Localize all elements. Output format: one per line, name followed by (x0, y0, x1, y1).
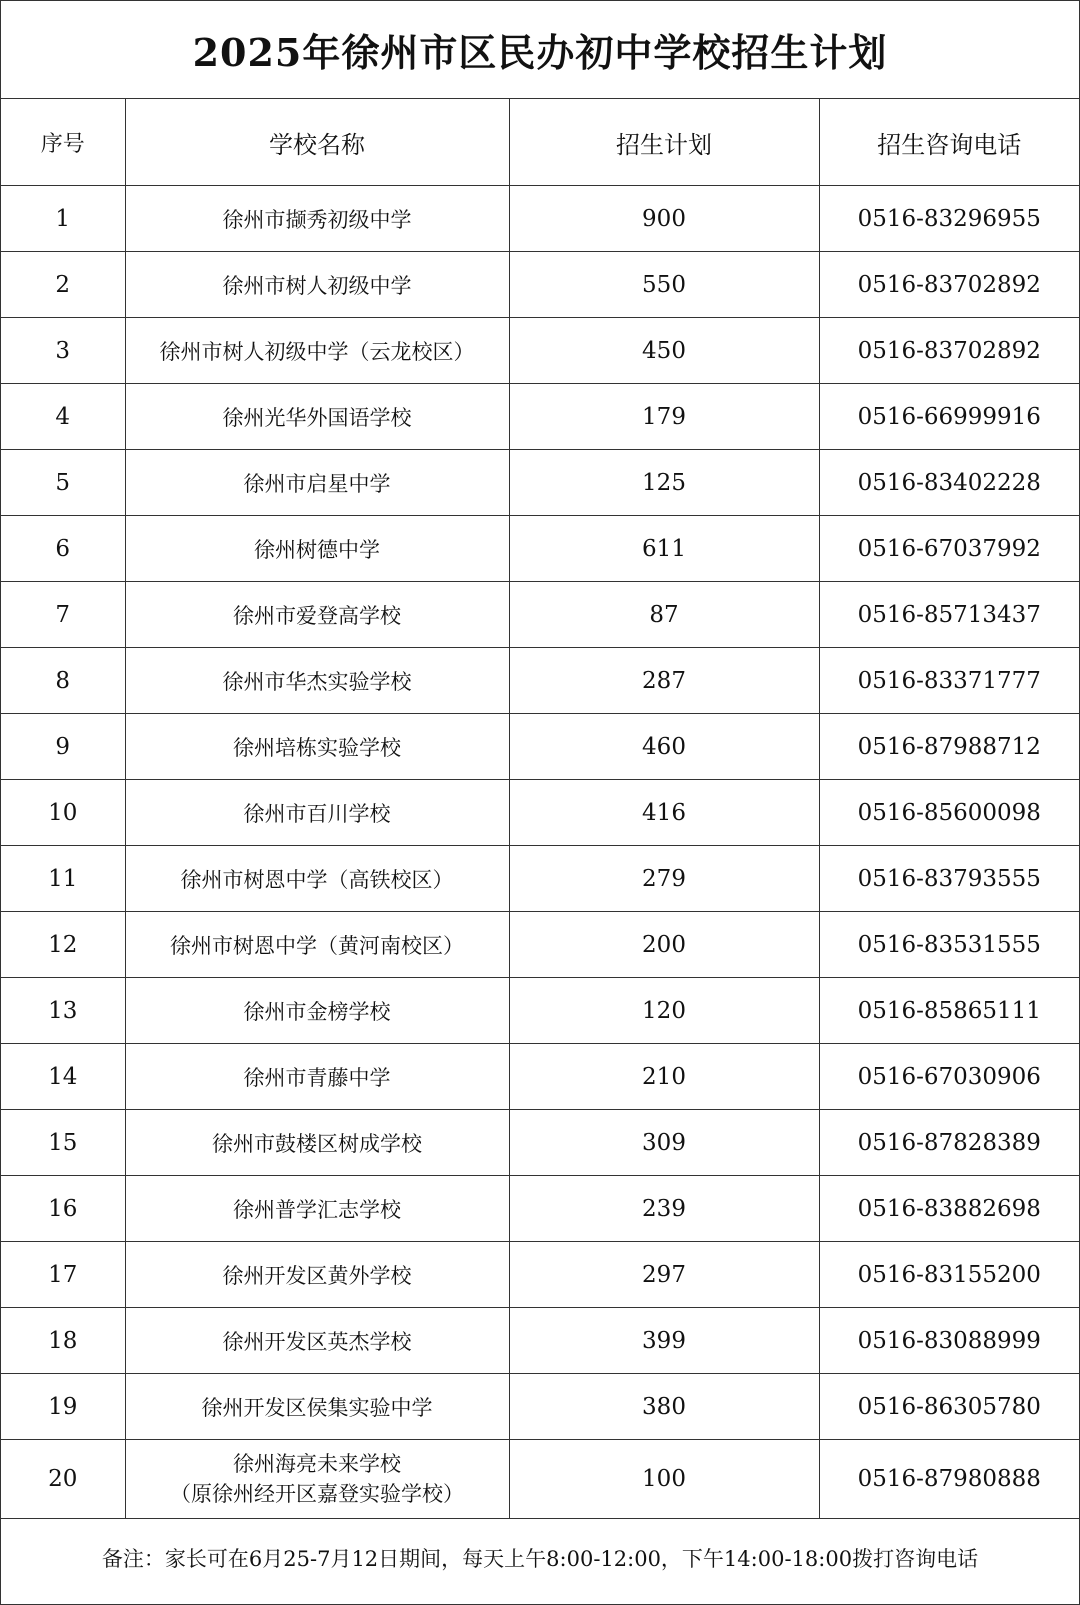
table-row (1, 846, 1079, 912)
cell-seq: 9 (1, 714, 125, 780)
table-row (1, 648, 1079, 714)
table-body (1, 186, 1079, 1519)
cell-phone: 0516-83155200 (819, 1242, 1079, 1308)
cell-seq: 11 (1, 846, 125, 912)
school-name-text: 徐州市撷秀初级中学 (222, 207, 412, 232)
table-row (1, 582, 1079, 648)
table-row (1, 252, 1079, 318)
cell-seq: 6 (1, 516, 125, 582)
header-enrollment-plan: 招生计划 (509, 99, 819, 186)
school-name-text: 徐州海亮未来学校 (233, 1452, 401, 1476)
cell-seq: 12 (1, 912, 125, 978)
cell-seq: 16 (1, 1176, 125, 1242)
school-name-text: 徐州开发区英杰学校 (222, 1329, 412, 1354)
cell-seq: 15 (1, 1110, 125, 1176)
school-name-text: 徐州普学汇志学校 (233, 1197, 401, 1222)
header-school-name: 学校名称 (125, 99, 509, 186)
school-name-text: 徐州市树恩中学（黄河南校区） (170, 933, 464, 958)
cell-school-name (125, 582, 509, 648)
cell-school-name (125, 714, 509, 780)
cell-school-name (125, 1308, 509, 1374)
cell-enrollment-plan: 210 (509, 1044, 819, 1110)
cell-enrollment-plan: 125 (509, 450, 819, 516)
cell-phone: 0516-83088999 (819, 1308, 1079, 1374)
cell-school-name (125, 978, 509, 1044)
cell-enrollment-plan: 287 (509, 648, 819, 714)
cell-school-name (125, 648, 509, 714)
cell-school-name (125, 450, 509, 516)
school-name-text: 徐州市百川学校 (243, 801, 391, 826)
cell-phone: 0516-85713437 (819, 582, 1079, 648)
cell-school-name (125, 1242, 509, 1308)
school-name-text: 徐州市青藤中学 (243, 1065, 391, 1090)
cell-seq: 14 (1, 1044, 125, 1110)
header-phone: 招生咨询电话 (819, 99, 1079, 186)
school-name-text: 徐州开发区黄外学校 (222, 1263, 412, 1288)
cell-school-name (125, 846, 509, 912)
cell-seq: 3 (1, 318, 125, 384)
table-row (1, 1176, 1079, 1242)
table-row (1, 1044, 1079, 1110)
cell-seq: 10 (1, 780, 125, 846)
cell-school-name (125, 912, 509, 978)
cell-school-name (125, 252, 509, 318)
school-name-text: 徐州市金榜学校 (243, 999, 391, 1024)
table-row (1, 1374, 1079, 1440)
cell-phone: 0516-85865111 (819, 978, 1079, 1044)
cell-phone: 0516-83702892 (819, 252, 1079, 318)
school-name-text: 徐州市树人初级中学（云龙校区） (159, 339, 475, 364)
school-former-name-text: （原徐州经开区嘉登实验学校） (170, 1482, 464, 1506)
cell-seq: 13 (1, 978, 125, 1044)
cell-phone: 0516-86305780 (819, 1374, 1079, 1440)
school-name-text: 徐州市鼓楼区树成学校 (212, 1131, 422, 1156)
table-row (1, 912, 1079, 978)
cell-school-name (125, 1374, 509, 1440)
enrollment-table (1, 99, 1079, 1519)
cell-enrollment-plan: 279 (509, 846, 819, 912)
cell-school-name (125, 516, 509, 582)
cell-enrollment-plan: 179 (509, 384, 819, 450)
cell-phone: 0516-67030906 (819, 1044, 1079, 1110)
school-name-text: 徐州市爱登高学校 (233, 603, 401, 628)
table-row (1, 1308, 1079, 1374)
table-row (1, 1110, 1079, 1176)
cell-enrollment-plan: 87 (509, 582, 819, 648)
school-name-text: 徐州培栋实验学校 (233, 735, 401, 760)
table-row (1, 1242, 1079, 1308)
table-row (1, 450, 1079, 516)
cell-enrollment-plan: 200 (509, 912, 819, 978)
table-row (1, 714, 1079, 780)
cell-phone: 0516-83371777 (819, 648, 1079, 714)
cell-phone: 0516-87980888 (819, 1440, 1079, 1519)
cell-school-name (125, 318, 509, 384)
table-row (1, 516, 1079, 582)
cell-phone: 0516-87828389 (819, 1110, 1079, 1176)
cell-school-name (125, 1440, 509, 1519)
cell-enrollment-plan: 460 (509, 714, 819, 780)
table-row (1, 384, 1079, 450)
cell-enrollment-plan: 100 (509, 1440, 819, 1519)
cell-school-name (125, 1110, 509, 1176)
table-row (1, 318, 1079, 384)
school-name-text: 徐州开发区侯集实验中学 (201, 1395, 433, 1420)
cell-school-name (125, 780, 509, 846)
cell-enrollment-plan: 900 (509, 186, 819, 252)
cell-phone: 0516-83793555 (819, 846, 1079, 912)
cell-enrollment-plan: 450 (509, 318, 819, 384)
cell-seq: 1 (1, 186, 125, 252)
cell-school-name (125, 1176, 509, 1242)
cell-phone: 0516-83882698 (819, 1176, 1079, 1242)
table-row (1, 186, 1079, 252)
cell-phone: 0516-66999916 (819, 384, 1079, 450)
cell-enrollment-plan: 416 (509, 780, 819, 846)
cell-seq: 17 (1, 1242, 125, 1308)
cell-phone: 0516-83531555 (819, 912, 1079, 978)
school-name-text: 徐州市树人初级中学 (222, 273, 412, 298)
cell-school-name (125, 384, 509, 450)
table-row (1, 978, 1079, 1044)
school-name-text: 徐州市华杰实验学校 (222, 669, 412, 694)
cell-phone: 0516-83702892 (819, 318, 1079, 384)
school-name-text: 徐州市启星中学 (243, 471, 391, 496)
cell-seq: 4 (1, 384, 125, 450)
cell-enrollment-plan: 297 (509, 1242, 819, 1308)
header-seq: 序号 (1, 99, 125, 186)
cell-enrollment-plan: 120 (509, 978, 819, 1044)
school-name-text: 徐州光华外国语学校 (222, 405, 412, 430)
cell-seq: 18 (1, 1308, 125, 1374)
cell-enrollment-plan: 399 (509, 1308, 819, 1374)
cell-school-name (125, 1044, 509, 1110)
cell-phone: 0516-85600098 (819, 780, 1079, 846)
school-name-text: 徐州树德中学 (254, 537, 380, 562)
cell-phone: 0516-87988712 (819, 714, 1079, 780)
page-title: 2025年徐州市区民办初中学校招生计划 (1, 1, 1079, 99)
cell-phone: 0516-83402228 (819, 450, 1079, 516)
cell-enrollment-plan: 380 (509, 1374, 819, 1440)
cell-enrollment-plan: 611 (509, 516, 819, 582)
cell-enrollment-plan: 550 (509, 252, 819, 318)
cell-seq: 8 (1, 648, 125, 714)
cell-phone: 0516-83296955 (819, 186, 1079, 252)
table-row (1, 780, 1079, 846)
school-name-text: 徐州市树恩中学（高铁校区） (180, 867, 454, 892)
footnote: 备注：家长可在6月25-7月12日期间，每天上午8:00-12:00，下午14:00-18:00拨打咨询电话 (101, 1547, 979, 1571)
cell-enrollment-plan: 239 (509, 1176, 819, 1242)
cell-school-name (125, 186, 509, 252)
cell-seq: 20 (1, 1440, 125, 1519)
cell-seq: 7 (1, 582, 125, 648)
cell-phone: 0516-67037992 (819, 516, 1079, 582)
table-header-row (1, 99, 1079, 186)
cell-seq: 19 (1, 1374, 125, 1440)
cell-seq: 2 (1, 252, 125, 318)
cell-seq: 5 (1, 450, 125, 516)
cell-enrollment-plan: 309 (509, 1110, 819, 1176)
table-row (1, 1440, 1079, 1519)
